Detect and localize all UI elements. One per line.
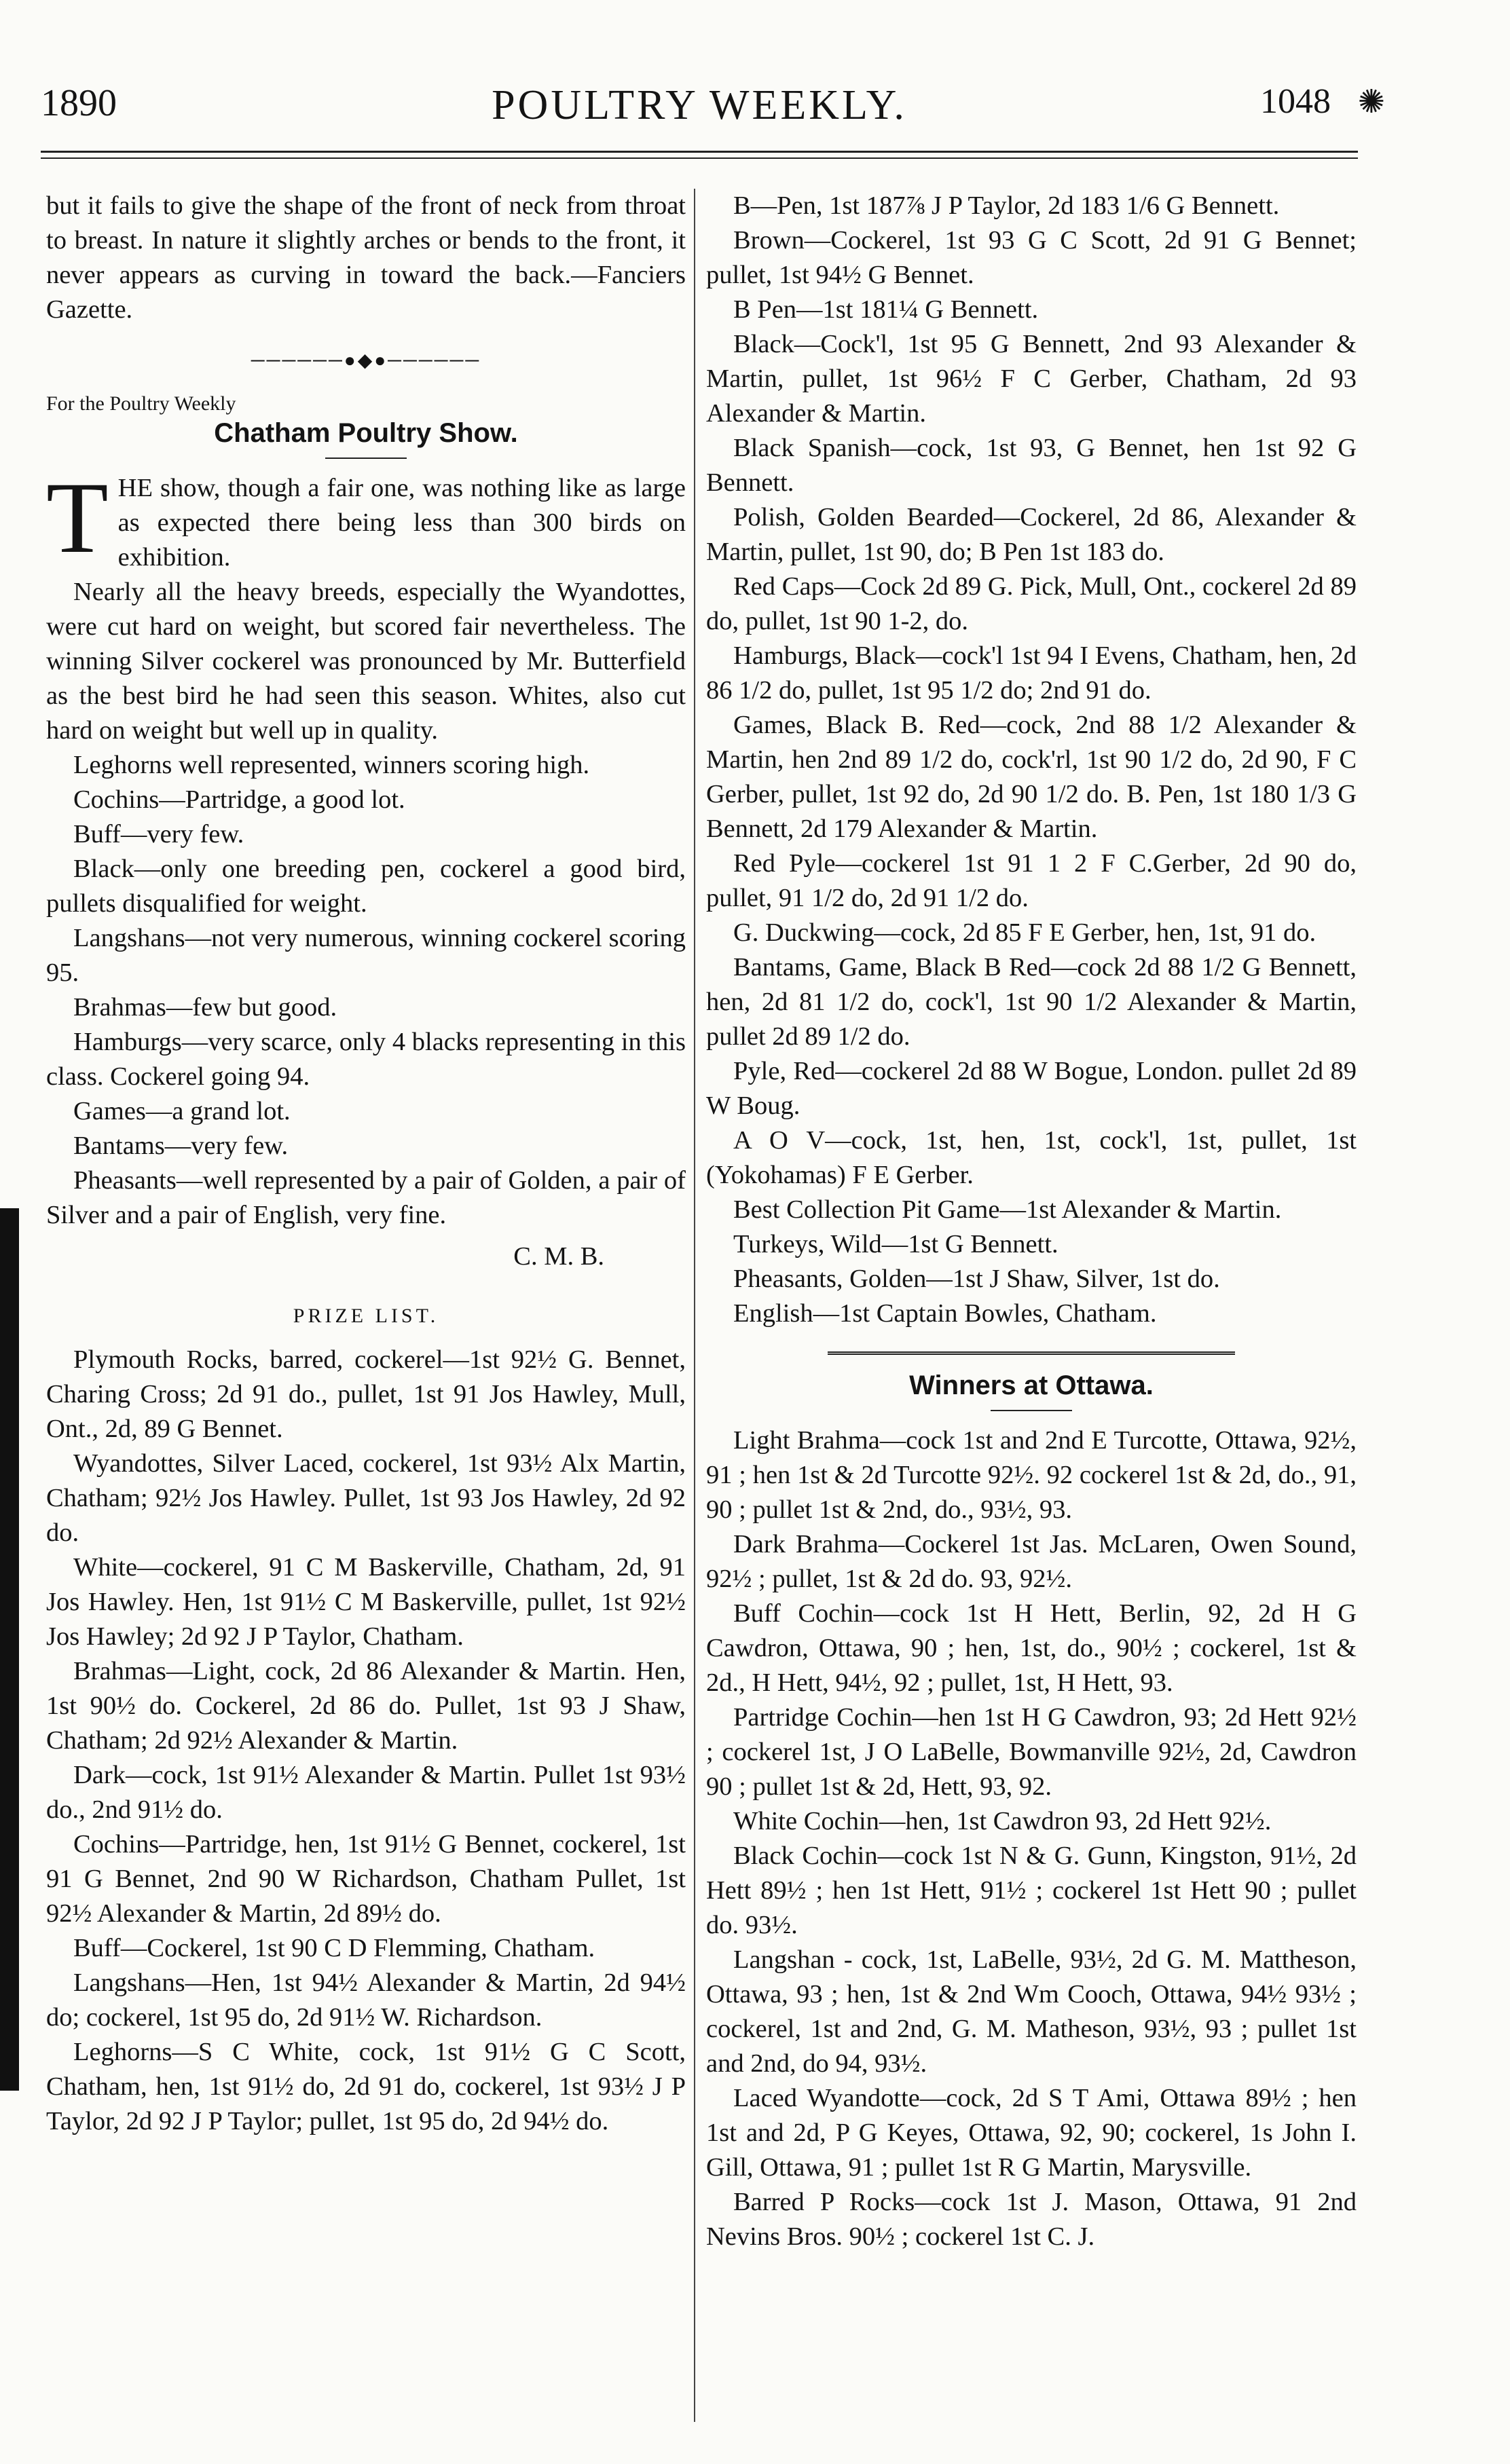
prize-entry: English—1st Captain Bowles, Chatham. <box>733 1299 1157 1328</box>
prize-entry: Wyandottes, Silver Laced, cockerel, 1st 93½ Alx Martin, Chatham; 92½ Jos Hawley. Pullet, 1st 93 Jos Hawley, 2d 92 do. <box>46 1449 686 1547</box>
article-paragraph: Hamburgs—very scarce, only 4 blacks representing in this class. Cockerel going 94. <box>46 1028 686 1091</box>
ottawa-entry: Barred P Rocks—cock 1st J. Mason, Ottawa, 91 2nd Nevins Bros. 90½ ; cockerel 1st C. J. <box>706 2188 1357 2251</box>
prize-list <box>46 1343 686 2139</box>
prize-entry: Cochins—Partridge, hen, 1st 91½ G Bennet, cockerel, 1st 91 G Bennet, 2nd 90 W Richardson, Chatham Pullet, 1st 92½ Alexander & Martin, 2d 89½ do. <box>46 1830 686 1928</box>
masthead: POULTRY WEEKLY. <box>492 82 907 128</box>
page-header <box>41 81 1385 156</box>
prize-entry: Buff—Cockerel, 1st 90 C D Flemming, Chatham. <box>73 1934 595 1962</box>
article-paragraph: Buff—very few. <box>73 820 244 848</box>
ottawa-entry: Light Brahma—cock 1st and 2nd E Turcotte, Ottawa, 92½, 91 ; hen 1st & 2d Turcotte 92½. 92 cockerel 1st & 2d, do., 91, 90 ; pullet 1st & 2nd, do., 93½, 93. <box>706 1426 1357 1524</box>
prize-list-heading: PRIZE LIST. <box>293 1305 439 1327</box>
intro-paragraph: but it fails to give the shape of the front of neck from throat to breast. In nature it slightly arches or bends to the front, it never appears as curving in toward the back.—Fanciers Gazette. <box>46 191 686 324</box>
article-body <box>46 575 686 1233</box>
article-paragraph: Brahmas—few but good. <box>73 993 337 1022</box>
prize-entry: Brahmas—Light, cock, 2d 86 Alexander & Martin. Hen, 1st 90½ do. Cockerel, 2d 86 do. Pullet, 1st 93 J Shaw, Chatham; 2d 92½ Alexander & Martin. <box>46 1657 686 1755</box>
header-rule <box>41 151 1358 153</box>
article-paragraph: Langshans—not very numerous, winning cockerel scoring 95. <box>46 924 686 987</box>
prize-entry: Black—Cock'l, 1st 95 G Bennett, 2nd 93 Alexander & Martin, pullet, 1st 96½ F C Gerber, Chatham, 2d 93 Alexander & Martin. <box>706 330 1357 428</box>
prize-entry: White—cockerel, 91 C M Baskerville, Chatham, 2d, 91 Jos Hawley. Hen, 1st 91½ C M Baskerville, pullet, 1st 92½ Jos Hawley; 2d 92 J P Taylor, Chatham. <box>46 1553 686 1651</box>
prize-entry: Langshans—Hen, 1st 94½ Alexander & Martin, 2d 94½ do; cockerel, 1st 95 do, 2d 91½ W. Richardson. <box>46 1968 686 2032</box>
page-year: 1890 <box>41 82 117 124</box>
ornament-divider: ──────●◆●────── <box>251 350 481 371</box>
article-paragraph: Bantams—very few. <box>73 1132 289 1160</box>
prize-entry: Brown—Cockerel, 1st 93 G C Scott, 2d 91 G Bennet; pullet, 1st 94½ G Bennet. <box>706 226 1357 289</box>
prize-list-continued <box>706 189 1357 1331</box>
section-rule <box>828 1351 1235 1355</box>
prize-entry: Polish, Golden Bearded—Cockerel, 2d 86, Alexander & Martin, pullet, 1st 90, do; B Pen 1st 183 do. <box>706 503 1357 566</box>
article-paragraph: Games—a grand lot. <box>73 1097 291 1125</box>
title-rule <box>325 458 407 459</box>
prize-entry: Leghorns—S C White, cock, 1st 91½ G C Scott, Chatham, hen, 1st 91½ do, 2d 91 do, cockerel, 1st 93½ J P Taylor, 2d 92 J P Taylor; pullet, 1st 95 do, 2d 94½ do. <box>46 2038 686 2135</box>
ottawa-entry: Laced Wyandotte—cock, 2d S T Ami, Ottawa 89½ ; hen 1st and 2d, P G Keyes, Ottawa, 92, 90; cockerel, 1s John I. Gill, Ottawa, 91 ; pullet 1st R G Martin, Marysville. <box>706 2084 1357 2182</box>
prize-entry: Best Collection Pit Game—1st Alexander & Martin. <box>733 1195 1282 1224</box>
ottawa-entry: Dark Brahma—Cockerel 1st Jas. McLaren, Owen Sound, 92½ ; pullet, 1st & 2d do. 93, 92½. <box>706 1530 1357 1593</box>
ottawa-entry: Langshan - cock, 1st, LaBelle, 93½, 2d G. M. Mattheson, Ottawa, 93 ; hen, 1st & 2nd Wm Cooch, Ottawa, 94½ 93½ ; cockerel, 1st and 2nd, G. M. Matheson, 93½, 93 ; pullet 1st and 2nd, do 94, 93½. <box>706 1945 1357 2078</box>
article-paragraph: Leghorns well represented, winners scoring high. <box>73 751 590 779</box>
article-signature: C. M. B. <box>513 1242 604 1271</box>
ottawa-entry: Buff Cochin—cock 1st H Hett, Berlin, 92, 2d H G Cawdron, Ottawa, 90 ; hen, 1st, do., 90½ ; cockerel, 1st & 2d., H Hett, 94½, 92 ; pullet, 1st, H Hett, 93. <box>706 1599 1357 1697</box>
prize-entry: A O V—cock, 1st, hen, 1st, cock'l, 1st, pullet, 1st (Yokohamas) F E Gerber. <box>706 1126 1357 1189</box>
column-divider <box>694 189 695 2422</box>
prize-entry: Pheasants, Golden—1st J Shaw, Silver, 1st do. <box>733 1265 1220 1293</box>
ottawa-entry: Partridge Cochin—hen 1st H G Cawdron, 93; 2d Hett 92½ ; cockerel 1st, J O LaBelle, Bowmanville 92½, 2d, Cawdron 90 ; pullet 1st & 2d, Hett, 93, 92. <box>706 1703 1357 1801</box>
ottawa-winners-list <box>706 1423 1357 2254</box>
article-paragraph: Black—only one breeding pen, cockerel a good bird, pullets disqualified for weight. <box>46 855 686 918</box>
article-paragraph: Cochins—Partridge, a good lot. <box>73 785 405 814</box>
ottawa-title-rule <box>991 1410 1072 1411</box>
prize-entry: Dark—cock, 1st 91½ Alexander & Martin. Pullet 1st 93½ do., 2nd 91½ do. <box>46 1761 686 1824</box>
ottawa-entry: Black Cochin—cock 1st N & G. Gunn, Kingston, 91½, 2d Hett 89½ ; hen 1st Hett, 91½ ; cockerel 1st Hett 90 ; pullet do. 93½. <box>706 1842 1357 1939</box>
prize-entry: Turkeys, Wild—1st G Bennett. <box>733 1230 1058 1258</box>
prize-entry: G. Duckwing—cock, 2d 85 F E Gerber, hen, 1st, 91 do. <box>733 918 1316 947</box>
prize-entry: B Pen—1st 181¼ G Bennett. <box>733 295 1039 324</box>
ottawa-title: Winners at Ottawa. <box>909 1370 1154 1400</box>
prize-entry: Red Caps—Cock 2d 89 G. Pick, Mull, Ont., cockerel 2d 89 do, pullet, 1st 90 1-2, do. <box>706 572 1357 635</box>
article-credit: For the Poultry Weekly <box>46 392 236 415</box>
prize-entry: Black Spanish—cock, 1st 93, G Bennet, hen 1st 92 G Bennett. <box>706 434 1357 497</box>
page-number: 1048 ✺ <box>1260 82 1385 121</box>
prize-entry: Games, Black B. Red—cock, 2nd 88 1/2 Alexander & Martin, hen 2nd 89 1/2 do, cock'rl, 1st 90 1/2 do, 2d 90, F C Gerber, pullet, 1st 92 do, 2d 90 1/2 do. B. Pen, 1st 180 1/3 G Bennett, 2d 179 Alexander & Martin. <box>706 711 1357 843</box>
right-column <box>706 189 1357 2254</box>
ink-blot-icon: ✺ <box>1357 84 1385 120</box>
prize-entry: Red Pyle—cockerel 1st 91 1 2 F C.Gerber, 2d 90 do, pullet, 91 1/2 do, 2d 91 1/2 do. <box>706 849 1357 912</box>
header-rule-thin <box>41 157 1358 159</box>
ottawa-entry: White Cochin—hen, 1st Cawdron 93, 2d Hett 92½. <box>733 1807 1272 1835</box>
prize-entry: Pyle, Red—cockerel 2d 88 W Bogue, London. pullet 2d 89 W Boug. <box>706 1057 1357 1120</box>
article-paragraph: Nearly all the heavy breeds, especially the Wyandottes, were cut hard on weight, but scored fair nevertheless. The winning Silver cockerel was pronounced by Mr. Butterfield as the best bird he had seen this season. Whites, also cut hard on weight but well up in quality. <box>46 578 686 745</box>
article-opening: THE show, though a fair one, was nothing like as large as expected there being less than 300 birds on exhibition. <box>46 462 686 574</box>
prize-entry: Hamburgs, Black—cock'l 1st 94 I Evens, Chatham, hen, 2d 86 1/2 do, pullet, 1st 95 1/2 do; 2nd 91 do. <box>706 641 1357 705</box>
prize-entry: B—Pen, 1st 187⅞ J P Taylor, 2d 183 1/6 G Bennett. <box>733 191 1280 220</box>
drop-cap: T <box>46 462 109 574</box>
scan-edge-bar <box>0 1208 19 2091</box>
prize-entry: Bantams, Game, Black B Red—cock 2d 88 1/2 G Bennett, hen, 2d 81 1/2 do, cock'l, 1st 90 1/2 Alexander & Martin, pullet 2d 89 1/2 do. <box>706 953 1357 1051</box>
left-column <box>46 189 686 2139</box>
article-title: Chatham Poultry Show. <box>214 418 518 448</box>
prize-entry: Plymouth Rocks, barred, cockerel—1st 92½ G. Bennet, Charing Cross; 2d 91 do., pullet, 1st 91 Jos Hawley, Mull, Ont., 2d, 89 G Bennet. <box>46 1345 686 1443</box>
article-paragraph: Pheasants—well represented by a pair of Golden, a pair of Silver and a pair of English, very fine. <box>46 1166 686 1229</box>
